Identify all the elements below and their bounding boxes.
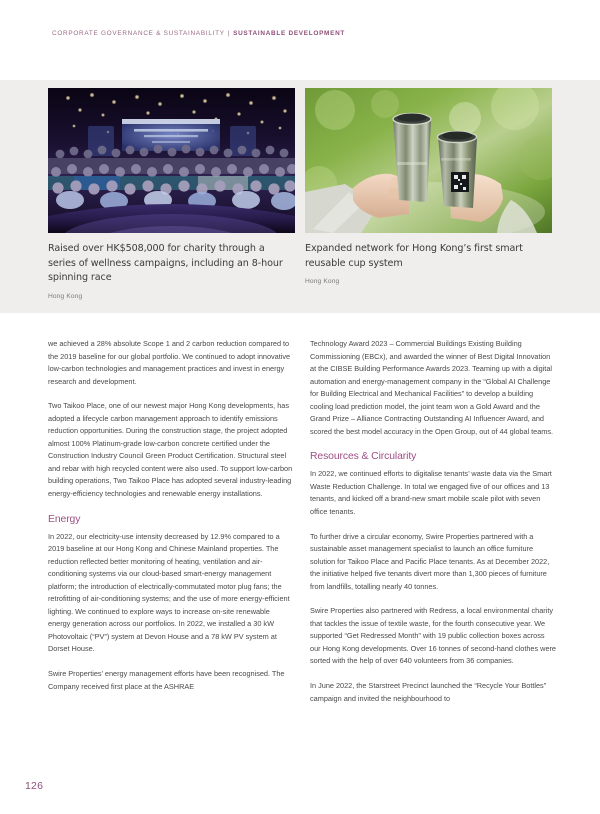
feature-band [0, 80, 600, 313]
heading-resources-circularity: Resources & Circularity [310, 451, 417, 463]
running-header [52, 30, 345, 37]
reusable-cup-photo [305, 88, 552, 233]
paragraph: In 2022, our electricity-use intensity decreased by 12.9% compared to a 2019 baseline at our Hong Kong and Chinese Mainland properties. The reduction reflected better monitoring of heating, ventilation and air-conditioning systems via our cloud-based smart-energy management platform; the introduction of electrically-commutated motor plug fans; the retrofitting of air-conditioning systems; and the use of more energy-efficient lighting. We continued to explore ways to increase on-site renewable energy generation across our portfolios. In 2022, we installed a 30 kW Photovoltaic (“PV”) system at Devon House and a 78 kW PV system at Dorset House. [48, 531, 290, 654]
paragraph: Technology Award 2023 – Commercial Buildings Existing Building Commissioning (EBCx), and awarded the winner of Best Digital Innovation at the CIBSE Building Performance Awards 2023. Teaming up with a digital automation and energy-management company in the “Global AI Challenge for Building Electrical and Mechanical Facilities” to develop a building cooling load prediction model, the joint team won a Gold Award and the Grand Prize – Alliance Contracting Outstanding AI Influencer Award, and scored the best model accuracy in the Open Group, out of 44 global teams. [310, 339, 554, 436]
body-columns [48, 338, 556, 717]
right-column [310, 338, 556, 717]
feature-row [48, 88, 552, 300]
paragraph: Swire Properties’ energy management efforts have been recognised. The Company received first place at the ASHRAE [48, 669, 285, 691]
feature-caption: Raised over HK$508,000 for charity through a series of wellness campaigns, including an 8-hour spinning race [48, 243, 283, 283]
paragraph: In June 2022, the Starstreet Precinct launched the “Recycle Your Bottles” campaign and invited the neighbourhood to [310, 681, 547, 703]
paragraph: In 2022, we continued efforts to digitalise tenants’ waste data via the Smart Waste Reduction Challenge. In total we engaged five of our offices and 13 tenants, and kicked off a brand-new smart mobile scale pilot with seven office tenants. [310, 469, 552, 517]
feature-caption: Expanded network for Hong Kong’s first smart reusable cup system [305, 243, 523, 269]
running-header-subsection: SUSTAINABLE DEVELOPMENT [233, 30, 346, 37]
running-header-section: CORPORATE GOVERNANCE & SUSTAINABILITY [52, 30, 225, 37]
running-header-separator: | [227, 30, 231, 37]
feature-card-charity [48, 88, 295, 300]
charity-event-photo [48, 88, 295, 233]
feature-location: Hong Kong [305, 278, 340, 285]
paragraph: Swire Properties also partnered with Redress, a local environmental charity that tackles the issue of textile waste, for the fourth consecutive year. We supported “Get Redressed Month” with 19 public collection boxes across our Hong Kong developments. Over 16 tonnes of second-hand clothes were sorted with the help of over 640 volunteers from 36 companies. [310, 606, 556, 666]
heading-energy: Energy [48, 513, 81, 525]
feature-card-reusable-cup [305, 88, 552, 300]
paragraph: Two Taikoo Place, one of our newest major Hong Kong developments, has adopted a lifecycle carbon management approach to identify emissions reduction opportunities. During the construction stage, the project adopted almost 100% Platinum-grade low-carbon concrete certified under the Construction Industry Council Green Product Certification. Structural steel and rebar with high recycled content were also used. To support low-carbon building operations, Two Taikoo Place has adopted several industry-leading energy-efficiency technologies and renewable energy installations. [48, 401, 293, 499]
feature-location: Hong Kong [48, 292, 83, 300]
page-number: 126 [25, 780, 44, 792]
paragraph: To further drive a circular economy, Swire Properties partnered with a sustainable asset management specialist to launch an office furniture solution for Taikoo Place and Pacific Place tenants. As at December 2022, the initiative helped five tenants divert more than 1,300 pieces of furniture from landfills, totalling nearly 40 tonnes. [310, 531, 550, 591]
left-column [48, 338, 294, 717]
paragraph: we achieved a 28% absolute Scope 1 and 2 carbon reduction compared to the 2019 baseline for our global portfolio. We continued to adopt innovative low-carbon technologies and management practices and invest in energy research and development. [48, 339, 291, 386]
